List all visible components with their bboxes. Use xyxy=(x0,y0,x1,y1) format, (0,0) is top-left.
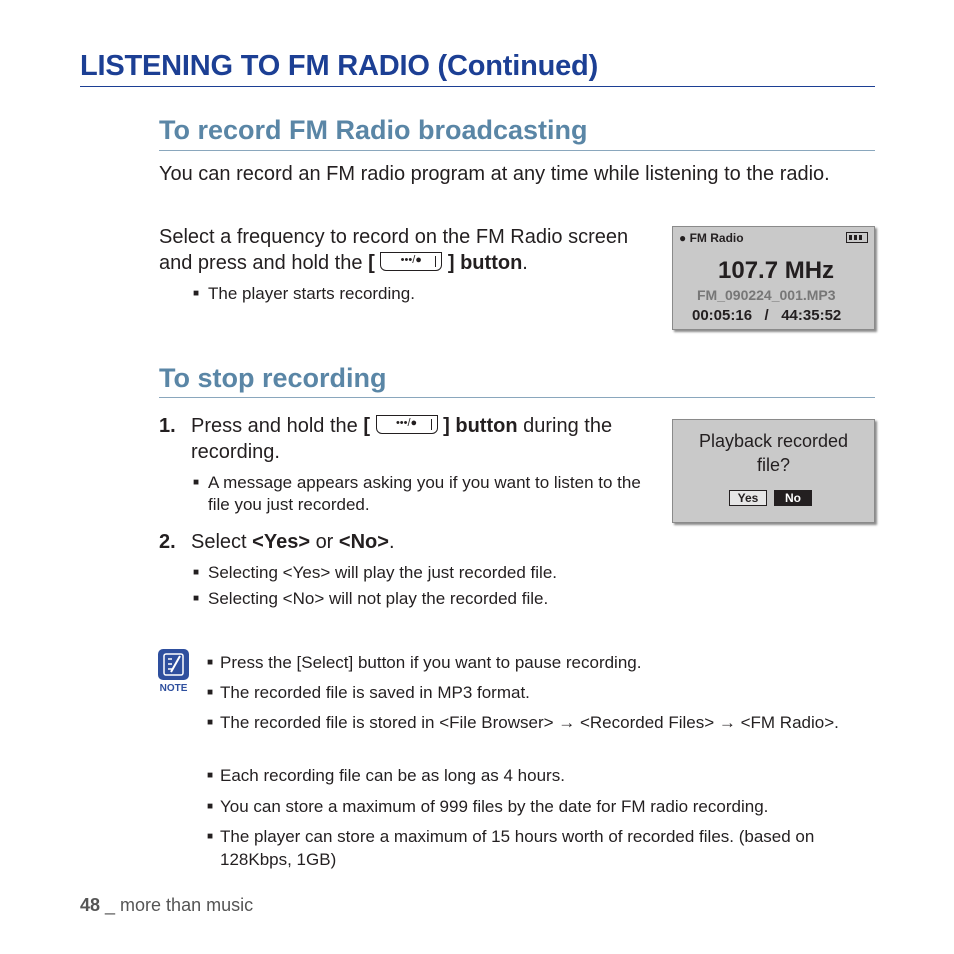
record-button-icon: •••/● xyxy=(380,252,442,271)
bullet-marker: ■ xyxy=(193,477,200,488)
fm-time: 00:05:16 / 44:35:52 xyxy=(692,307,842,324)
bullet-marker: ■ xyxy=(193,593,200,604)
bullet-marker: ■ xyxy=(193,288,200,299)
record-instruction: Select a frequency to record on the FM Radio screen and press and hold the [ •••/● ] button. xyxy=(159,226,629,274)
stop-button-icon: •••/● xyxy=(376,415,438,434)
dialog-no-option[interactable]: No xyxy=(774,490,812,506)
record-bullet: ■ The player starts recording. xyxy=(193,284,415,303)
battery-icon xyxy=(846,232,868,243)
section-divider-record xyxy=(159,150,875,151)
note-label: NOTE xyxy=(159,683,188,694)
step1-number: 1. xyxy=(159,415,176,437)
section-title-record: To record FM Radio broadcasting xyxy=(159,115,588,145)
bracket-close: ] xyxy=(447,252,455,274)
playback-dialog-screen xyxy=(672,419,875,523)
title-divider xyxy=(80,86,875,87)
fm-filename: FM_090224_001.MP3 xyxy=(697,287,836,303)
footer-text: _ more than music xyxy=(100,895,254,915)
step1-text: Press and hold the [ •••/● ] button during the recording. xyxy=(191,415,613,463)
step1-bullet: ■ A message appears asking you if you want to listen to the file you just recorded. xyxy=(193,473,641,514)
step2-number: 2. xyxy=(159,531,176,553)
dialog-yes-option[interactable]: Yes xyxy=(729,490,767,506)
bracket-open: [ xyxy=(368,252,375,274)
record-instruction-text: Select a frequency to record on the FM Radio screen and press and hold the xyxy=(159,226,629,274)
record-intro: You can record an FM radio program at any time while listening to the radio. xyxy=(159,163,830,185)
bullet-marker: ■ xyxy=(193,567,200,578)
step2-bullet-2: ■ Selecting <No> will not play the recorded file. xyxy=(193,589,549,608)
page-number: 48 xyxy=(80,895,101,915)
button-word: button xyxy=(460,252,523,274)
fm-radio-label: ● FM Radio xyxy=(679,231,744,245)
fm-radio-screen xyxy=(672,226,875,330)
page-footer xyxy=(80,895,253,916)
section-divider-stop xyxy=(159,397,875,398)
step2-bullet-1: ■ Selecting <Yes> will play the just recorded file. xyxy=(193,563,558,582)
fm-frequency: 107.7 MHz xyxy=(718,257,835,284)
dialog-message: Playback recorded file? xyxy=(698,431,849,475)
note-icon xyxy=(158,649,189,680)
step2-text: Select <Yes> or <No>. xyxy=(191,531,395,553)
page-title: LISTENING TO FM RADIO (Continued) xyxy=(80,50,599,82)
section-title-stop: To stop recording xyxy=(159,363,387,393)
